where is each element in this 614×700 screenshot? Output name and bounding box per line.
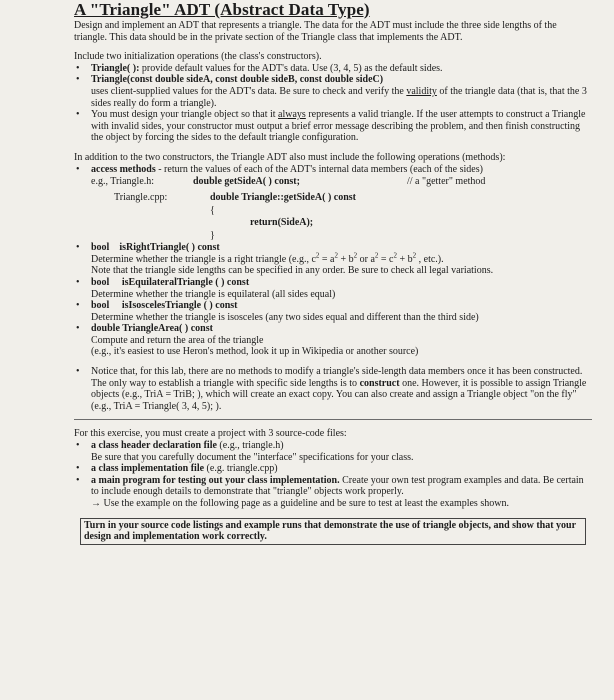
construct-word: construct xyxy=(359,377,400,389)
files-heading: For this exercise, you must create a project with 3 source-code files: xyxy=(74,428,347,440)
header-example-row xyxy=(74,175,592,188)
main-program-arrow-note: → Use the example on the following page as a guideline and be sure to test at least the examples shown. xyxy=(91,498,509,509)
validity-word: validity xyxy=(406,85,437,97)
header-example-comment: // a "getter" method xyxy=(407,176,486,188)
header-file-item xyxy=(74,440,592,463)
bullet: • xyxy=(76,163,80,175)
always-word: always xyxy=(278,109,306,121)
is-isosceles-desc: Determine whether the triangle is isosceles (any two sides equal and different than the third side) xyxy=(91,311,479,323)
main-program-desc: Create your own test program examples and data. Be certain to include enough details to demonstrate that "triangle" objects work properly. xyxy=(91,474,584,498)
cpp-code-block xyxy=(210,192,356,242)
is-equilateral-return-type: bool xyxy=(91,276,110,288)
header-example-code: double getSideA( ) const; xyxy=(193,176,300,188)
is-right-triangle-return-type: bool xyxy=(91,242,110,254)
bullet: • xyxy=(76,62,80,74)
header-file-desc: Be sure that you carefully document the "interface" specifications for your class. xyxy=(91,451,414,463)
cpp-code-line-1: double Triangle::getSideA( ) const xyxy=(210,192,357,204)
methods-list xyxy=(74,242,592,358)
is-equilateral-signature: isEquilateralTriangle ( ) const xyxy=(121,276,250,288)
main-program-label: a main program for testing out your class implementation. xyxy=(91,474,340,486)
param-constructor-signature: Triangle(const double sideA, const double sideB, const double sideC) xyxy=(91,74,384,86)
access-list xyxy=(74,164,592,176)
design-requirement-item xyxy=(74,109,592,144)
bullet: • xyxy=(76,323,80,335)
cpp-example-row xyxy=(74,192,592,242)
cpp-code-open-brace: { xyxy=(210,204,215,216)
default-constructor-item xyxy=(74,63,592,75)
main-program-item xyxy=(74,475,592,510)
header-file-label: a class header declaration file xyxy=(91,440,217,452)
param-constructor-desc-2: of the triangle data (that is, that the 3 sides really do form a triangle). xyxy=(91,85,587,109)
bullet: • xyxy=(76,474,80,486)
section-divider xyxy=(74,419,592,420)
intro-paragraph: Design and implement an ADT that represents a triangle. The data for the ADT must include the three side lengths of the triangle. This data should be in the private section of the Triangle class that implements the ADT. xyxy=(74,20,557,43)
impl-file-label: a class implementation file xyxy=(91,463,205,475)
turn-in-box: Turn in your source code listings and example runs that demonstrate the use of triangle objects, and show that your design and implementation work correctly. xyxy=(80,518,586,545)
triangle-area-desc-1: Compute and return the area of the triangle xyxy=(91,334,264,346)
files-list xyxy=(74,440,592,510)
is-right-triangle-item xyxy=(74,242,592,277)
cpp-code-return: return(SideA); xyxy=(250,217,314,229)
param-constructor-desc: uses client-supplied values for the ADT's data. Be sure to check and verify the xyxy=(91,85,404,97)
default-constructor-desc: provide default values for the ADT's data. Use (3, 4, 5) as the default sides. xyxy=(141,62,443,74)
is-isosceles-item xyxy=(74,300,592,323)
bullet: • xyxy=(76,300,80,312)
bullet: • xyxy=(76,440,80,452)
page-title: A "Triangle" ADT (Abstract Data Type) xyxy=(74,0,370,19)
triangle-area-desc-2: (e.g., it's easiest to use Heron's method, look it up in Wikipedia or another source) xyxy=(91,346,419,358)
design-text-2: represents a valid triangle. If the user attempts to construct a Triangle with invalid sides, your constructor must output a brief error message describing the problem, and then finish constructing the object by forcing the sides to the default triangle configuration. xyxy=(91,109,586,144)
access-methods-label: access methods xyxy=(91,163,156,175)
is-isosceles-return-type: bool xyxy=(91,300,110,312)
param-constructor-item xyxy=(74,74,592,109)
bullet: • xyxy=(76,366,80,378)
header-example-label: e.g., Triangle.h: xyxy=(91,176,155,188)
triangle-area-signature: double TriangleArea( ) const xyxy=(91,323,213,335)
is-right-triangle-desc: Determine whether the triangle is a right triangle (e.g., $c^2 = a^2 + b^2$ or $a^2 = c^2 + b^2$ , etc.). xyxy=(91,251,444,265)
bullet: • xyxy=(76,242,80,254)
notice-text-1: Notice that, for this lab, there are no methods to modify a triangle's side-length data members once it has been constructed. The only way to establish a triangle with specific side lengths is to xyxy=(91,366,583,389)
bullet: • xyxy=(76,276,80,288)
impl-file-example: (e.g. triangle.cpp) xyxy=(206,463,278,475)
access-methods-item xyxy=(74,164,592,176)
is-right-triangle-signature: isRightTriangle( ) const xyxy=(119,242,220,254)
bullet: • xyxy=(76,74,80,86)
notice-text-2: one. However, it is possible to assign Triangle objects (e.g., TriA = TriB; ), which will create an exact copy. You can also create and assign a Triangle object "on the fly" (e.g., TriA = Triangle( 3, 4, 5); ). xyxy=(91,377,587,412)
is-equilateral-item xyxy=(74,277,592,300)
bullet: • xyxy=(76,109,80,121)
triangle-area-item xyxy=(74,323,592,358)
default-constructor-signature: Triangle( ): xyxy=(91,62,140,74)
bullet: • xyxy=(76,463,80,475)
notice-list xyxy=(74,366,592,412)
ops-heading: In addition to the two constructors, the Triangle ADT also must include the following operations (methods): xyxy=(74,151,506,163)
design-text-1: You must design your triangle object so that it xyxy=(91,109,276,121)
is-equilateral-desc: Determine whether the triangle is equilateral (all sides equal) xyxy=(91,288,336,300)
cpp-example-label: Triangle.cpp: xyxy=(114,192,168,204)
is-right-triangle-note: Note that the triangle side lengths can be specified in any order. Be sure to check all legal variations. xyxy=(91,265,494,277)
notice-item xyxy=(74,366,592,412)
header-file-example: (e.g., triangle.h) xyxy=(219,440,284,452)
cpp-code-close-brace: } xyxy=(210,229,215,241)
init-list xyxy=(74,63,592,144)
is-isosceles-signature: isIsoscelesTriangle ( ) const xyxy=(121,300,238,312)
impl-file-item xyxy=(74,463,592,475)
init-heading: Include two initialization operations (the class's constructors). xyxy=(74,51,322,63)
access-methods-desc: - return the values of each of the ADT's internal data members (each of the sides) xyxy=(158,163,483,175)
